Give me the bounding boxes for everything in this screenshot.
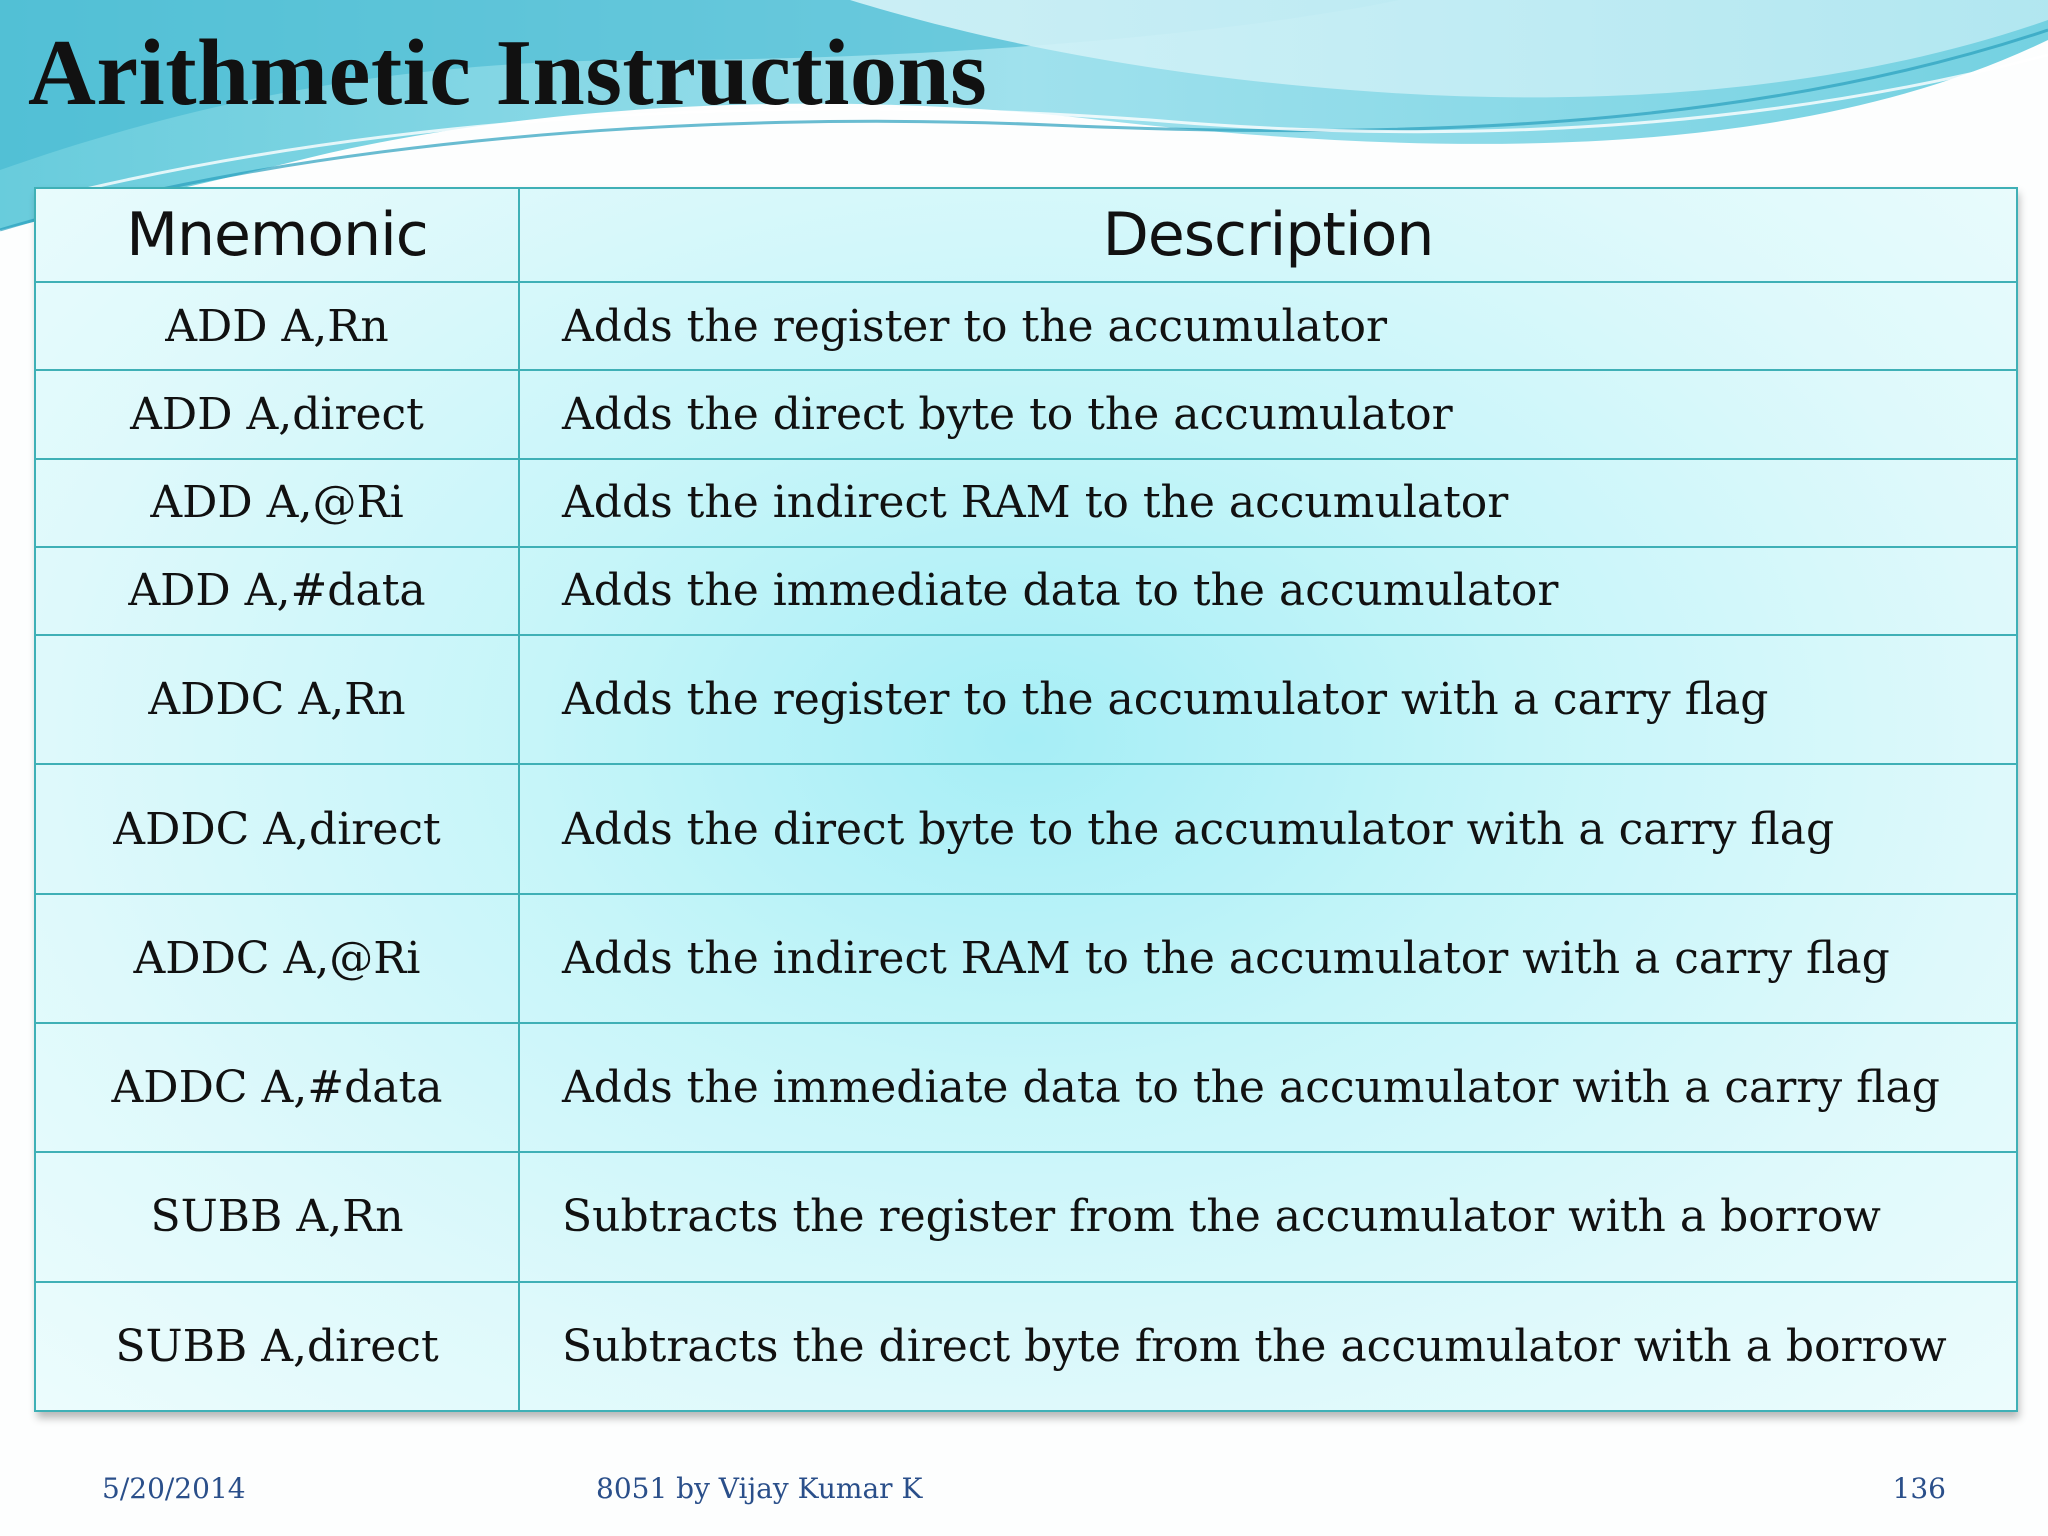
footer-date: 5/20/2014 — [102, 1472, 246, 1505]
mnemonic-cell: ADD A,@Ri — [35, 459, 519, 547]
description-cell: Adds the direct byte to the accumulator with a carry flag — [519, 764, 2017, 893]
table-row — [35, 1282, 2017, 1411]
description-cell: Adds the indirect RAM to the accumulator — [519, 459, 2017, 547]
description-cell: Adds the immediate data to the accumulator with a carry flag — [519, 1023, 2017, 1152]
description-cell: Subtracts the direct byte from the accumulator with a borrow — [519, 1282, 2017, 1411]
table-row — [35, 764, 2017, 893]
mnemonic-cell: SUBB A,Rn — [35, 1152, 519, 1281]
mnemonic-cell: ADD A,Rn — [35, 282, 519, 370]
table-header-row — [35, 188, 2017, 282]
mnemonic-cell: SUBB A,direct — [35, 1282, 519, 1411]
header-mnemonic: Mnemonic — [35, 188, 519, 282]
footer-page-number: 136 — [1892, 1472, 1946, 1505]
description-cell: Adds the register to the accumulator — [519, 282, 2017, 370]
mnemonic-cell: ADDC A,@Ri — [35, 894, 519, 1023]
mnemonic-cell: ADD A,#data — [35, 547, 519, 635]
table-row — [35, 1152, 2017, 1281]
table-row — [35, 894, 2017, 1023]
mnemonic-cell: ADDC A,#data — [35, 1023, 519, 1152]
mnemonic-cell: ADD A,direct — [35, 370, 519, 458]
instruction-table-container — [34, 187, 2016, 1412]
mnemonic-cell: ADDC A,Rn — [35, 635, 519, 764]
slide-title: Arithmetic Instructions — [28, 21, 988, 125]
table-row — [35, 282, 2017, 370]
instruction-table — [34, 187, 2018, 1412]
table-row — [35, 635, 2017, 764]
header-description: Description — [519, 188, 2017, 282]
description-cell: Adds the register to the accumulator with a carry flag — [519, 635, 2017, 764]
footer-author: 8051 by Vijay Kumar K — [596, 1472, 923, 1505]
table-row — [35, 1023, 2017, 1152]
description-cell: Adds the direct byte to the accumulator — [519, 370, 2017, 458]
mnemonic-cell: ADDC A,direct — [35, 764, 519, 893]
table-row — [35, 547, 2017, 635]
description-cell: Adds the immediate data to the accumulator — [519, 547, 2017, 635]
table-row — [35, 370, 2017, 458]
table-row — [35, 459, 2017, 547]
description-cell: Adds the indirect RAM to the accumulator with a carry flag — [519, 894, 2017, 1023]
description-cell: Subtracts the register from the accumulator with a borrow — [519, 1152, 2017, 1281]
